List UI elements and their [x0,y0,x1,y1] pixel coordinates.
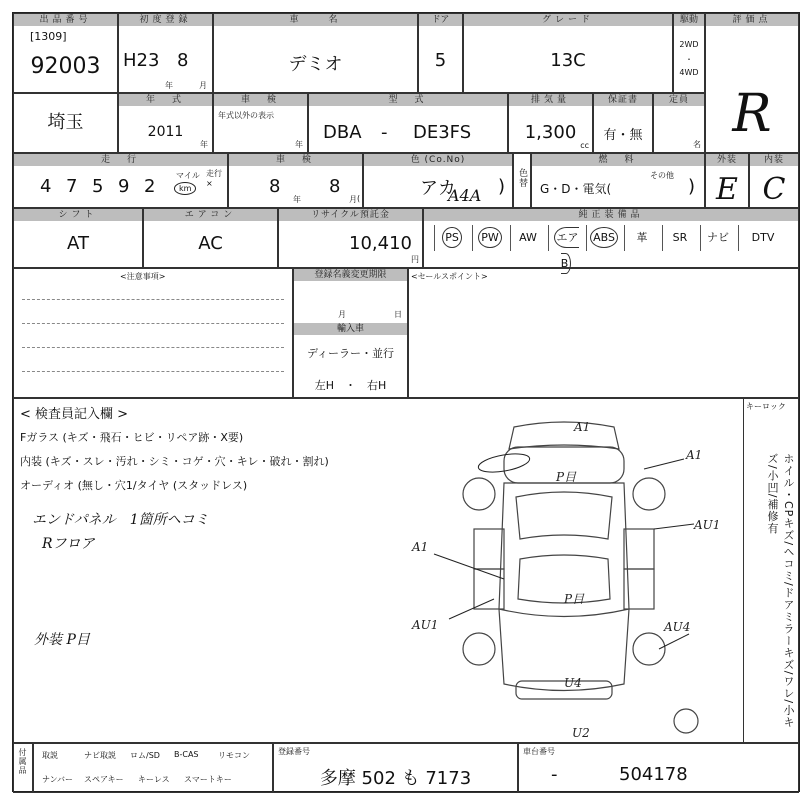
acc-navi-manual: ナビ取説 [84,751,116,760]
acc-smart-key: スマートキー [184,775,232,784]
plate-number: 多摩 502 も 7173 [319,768,472,789]
equip-abs: ABS [586,225,621,251]
equip-ps: PS [434,225,469,251]
inspector-line-3: オーディオ (無し・穴1/タイヤ (スタッドレス) [20,479,248,492]
acc-rom: ロム/SD [130,751,160,760]
mileage-digit-2: 7 [66,176,78,197]
inspector-cell [13,398,743,743]
inspection-unit: 年 [295,140,303,149]
car-diagram [404,419,721,740]
drive-cell [673,13,705,93]
import-handle: 左H ・ 右H [314,379,387,392]
inspector-note-2: Rフロア [42,536,95,552]
mileage-cell [13,153,228,208]
mileage-digit-1: 4 [40,176,52,197]
reg-month-unit: 月 [199,81,207,90]
footer-side-label: 付属品 [18,748,27,775]
displacement-cell [508,93,593,153]
vi-paren: ( [357,194,361,203]
lot-number: 92003 [30,54,101,79]
inspector-line-1: Fガラス (キズ・飛石・ヒビ・リペア跡・X要) [20,431,244,444]
color-header: 色 (Co.No) [364,154,512,166]
grade: 13C [550,50,586,71]
color-name: アカ [420,178,456,199]
interior-cell [749,153,799,208]
reg-era-year: H23 [123,50,160,71]
vehicle-inspection-cell [228,153,363,208]
diag-p-hood: P目 [556,470,577,484]
model-type-code: DE3FS [413,122,472,143]
diag-u4: U4 [564,676,582,690]
exterior-header: 外装 [706,154,748,166]
notes-cell [13,268,293,398]
vi-year-unit: 年 [293,195,301,204]
model-year-header: 年 式 [119,94,212,106]
color-paren: ) [498,176,506,197]
equip-leather: 革 [624,225,659,251]
equipment-header: 純正装備品 [424,209,798,221]
score-value: R [732,84,772,144]
sales-points-header: <セールスポイント> [411,272,488,281]
diag-au1-left: AU1 [412,618,439,632]
equip-navi: ナビ [700,225,735,251]
chassis-header: 車台番号 [523,747,555,756]
color-change-label: 色替 [517,168,527,188]
color-code: A4A [448,186,482,205]
acc-keyless: キーレス [138,775,170,784]
doors: 5 [434,50,447,71]
diag-au1-right: AU1 [694,518,721,532]
aircon: AC [198,233,223,254]
inspection-header: 車 検 [214,94,307,106]
mileage-caution: 走行× [206,169,222,188]
equip-pw: PW [472,225,507,251]
doors-cell [418,13,463,93]
shift-cell [13,208,143,268]
capacity-cell [653,93,705,153]
damage-legend: ホイル・CPキズ/ヘコミ/ドアミラーキズ/ワレ/小キズ/小凹/補修有 [766,453,795,729]
inspection-cell [213,93,308,153]
plate-header: 登録番号 [278,747,310,756]
model-type-header: 型 式 [309,94,507,106]
doors-header: ドア [419,14,462,26]
inspector-line-2: 内装 (キズ・スレ・汚れ・シミ・コゲ・穴・キレ・破れ・割れ) [20,455,329,468]
reg-date-cell [118,13,213,93]
chassis-dash: - [551,764,558,785]
diag-a1-left: A1 [412,540,429,554]
recycle-unit: 円 [411,255,419,264]
equip-dtv: DTV [738,225,787,251]
acc-number: ナンバー [42,775,74,784]
drive-header: 駆動 [674,14,704,26]
notes-header: <注意事項> [120,272,166,281]
chassis-cell [518,743,799,793]
score-header: 評価点 [706,14,798,26]
shift: AT [67,233,89,254]
acc-spare-key: スペアキー [84,775,124,784]
chassis-number: 504178 [619,764,688,785]
warranty-header: 保証書 [594,94,652,106]
mileage-digit-5: 2 [144,176,156,197]
location: 埼玉 [47,112,84,133]
color-change-cell [513,153,531,208]
displacement-unit: cc [580,141,589,150]
key-cell [743,398,799,743]
drive-4wd: 4WD [679,68,699,77]
model-type-prefix: DBA [323,122,362,143]
fuel-other: その他 [650,171,674,180]
fuel-value: G・D・電気( [540,182,612,196]
vi-month: 8 [329,176,341,197]
exterior-cell [705,153,749,208]
inspection-sub: 年式以外の表示 [218,111,274,120]
score-cell [705,13,799,153]
interior-header: 内装 [750,154,798,166]
grade-cell [463,13,673,93]
footer-side-cell [13,743,33,793]
diag-a1-top: A1 [574,420,591,434]
interior-value: C [762,172,786,207]
model-type-cell [308,93,508,153]
exterior-value: E [716,172,738,207]
model-year-unit: 年 [200,140,208,149]
car-name-header: 車 名 [214,14,417,26]
model-year-cell [118,93,213,153]
shift-header: シフト [14,209,142,221]
reg-month: 8 [177,50,189,71]
vehicle-inspection-header: 車 検 [229,154,362,166]
vi-month-unit: 月 [349,195,357,204]
lot-code: [1309] [30,30,67,43]
fuel-close: ) [688,176,696,197]
recycle: 10,410 [349,233,412,254]
inspector-note-3: 外装 P目 [34,632,90,648]
capacity-unit: 名 [693,140,701,149]
warranty: 有・無 [603,128,643,143]
acc-manual: 取説 [42,751,58,760]
auction-sheet [12,12,800,792]
car-name-cell [213,13,418,93]
diag-p-roof: P目 [564,592,585,606]
mileage-unit-km: km [174,182,196,195]
capacity-header: 定員 [654,94,704,106]
equipment-cell [423,208,799,268]
drive-dot: ・ [685,55,693,64]
warranty-cell [593,93,653,153]
equip-aw: AW [510,225,545,251]
vi-year: 8 [269,176,281,197]
grade-header: グレード [464,14,672,26]
aircon-header: エアコン [144,209,277,221]
reg-year-unit: 年 [165,81,173,90]
diag-a1-right: A1 [686,448,703,462]
diag-u2: U2 [572,726,590,740]
displacement-header: 排気量 [509,94,592,106]
aircon-cell [143,208,278,268]
mileage-digit-3: 5 [92,176,104,197]
reg-date-header: 初度登録 [119,14,212,26]
mileage-digit-4: 9 [118,176,130,197]
plate-cell [273,743,518,793]
model-year: 2011 [147,124,184,140]
lot-cell [13,13,118,93]
fuel-header: 燃 料 [532,154,704,166]
import-header: 輸入車 [294,323,407,335]
deadline-header: 登録名義変更期限 [294,269,407,281]
equip-airbag: エアB [548,225,583,251]
acc-remote: リモコン [218,751,250,760]
color-cell [363,153,513,208]
diag-au4: AU4 [664,620,691,634]
deadline-month: 月 [338,310,346,319]
mileage-unit-mile: マイル [176,171,200,180]
accessories-cell [33,743,273,793]
model-type-dash: - [381,122,388,143]
deadline-day: 日 [394,310,402,319]
equip-sr: SR [662,225,697,251]
mileage-header: 走 行 [14,154,227,166]
recycle-cell [278,208,423,268]
acc-bcas: B-CAS [174,750,199,759]
inspector-note-1: エンドパネル 1箇所ヘコミ [32,512,209,528]
recycle-header: リサイクル預託金 [279,209,422,221]
import-type: ディーラー・並行 [306,347,395,360]
registration-deadline-cell [293,268,408,398]
drive-2wd: 2WD [679,40,699,49]
displacement: 1,300 [524,122,577,143]
key-label: キーロック [746,402,786,411]
sales-points-cell [408,268,799,398]
location-cell [13,93,118,153]
car-name: デミオ [288,54,343,75]
fuel-cell [531,153,705,208]
inspector-title: < 検査員記入欄 > [20,407,129,422]
lot-header: 出品番号 [14,14,117,26]
